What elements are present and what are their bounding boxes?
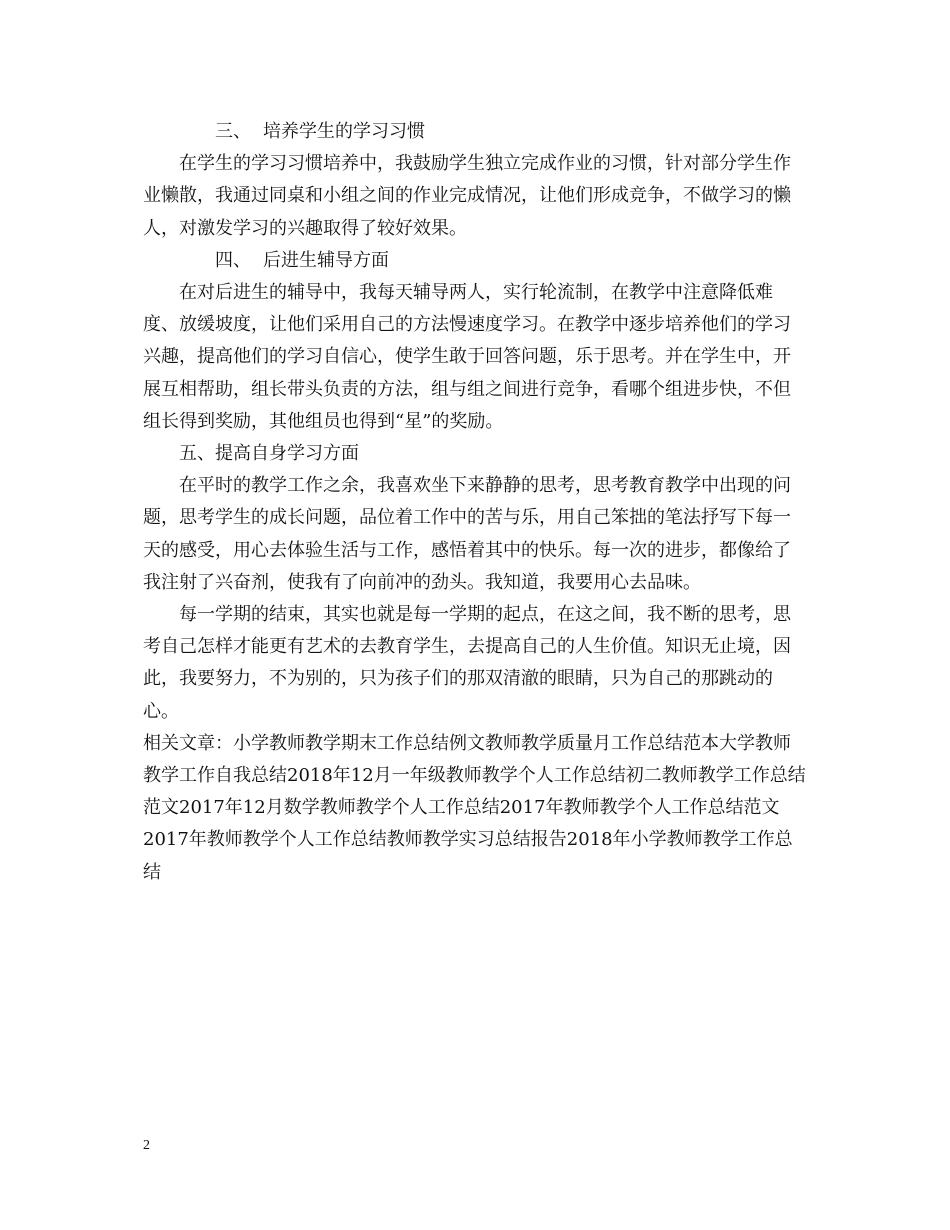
section-title: 培养学生的学习习惯 bbox=[263, 121, 425, 142]
section-number: 四、 bbox=[215, 249, 251, 271]
paragraph: 在学生的学习习惯培养中，我鼓励学生独立完成作业的习惯，针对部分学生作业懒散，我通过同桌和小组之间的作业完成情况，让他们形成竞争，不做学习的懒人，对激发学习的兴趣取得了较好效果。 bbox=[143, 153, 791, 239]
document-body bbox=[143, 116, 808, 889]
paragraph: 在对后进生的辅导中，我每天辅导两人，实行轮流制，在教学中注意降低难度、放缓坡度，让他们采用自己的方法慢速度学习。在教学中逐步培养他们的学习兴趣，提高他们的学习自信心，使学生敢于回答问题，乐于思考。并在学生中，开展互相帮助，组长带头负责的方法，组与组之间进行竞争，看哪个组进步快，不但组长得到奖励，其他组员也得到“星”的奖励。 bbox=[143, 282, 791, 432]
section-heading-4 bbox=[143, 245, 808, 277]
section-number: 三、 bbox=[215, 121, 251, 142]
paragraph: 每一学期的结束，其实也就是每一学期的起点，在这之间，我不断的思考，思考自己怎样才能更有艺术的去教育学生，去提高自己的人生价值。知识无止境，因此，我要努力，不为别的，只为孩子们的那双清澈的眼睛，只为自己的那跳动的心。 bbox=[143, 604, 791, 722]
paragraph: 在平时的教学工作之余，我喜欢坐下来静静的思考，思考教育教学中出现的问题，思考学生的成长问题，品位着工作中的苦与乐，用自己笨拙的笔法抒写下每一天的感受，用心去体验生活与工作，感悟着其中的快乐。每一次的进步，都像给了我注射了兴奋剂，使我有了向前冲的劲头。我知道，我要用心去品味。 bbox=[143, 475, 791, 593]
page-number: 2 bbox=[143, 1138, 150, 1153]
section-title: 后进生辅导方面 bbox=[263, 249, 389, 271]
section-heading-5: 五、提高自身学习方面 bbox=[179, 443, 359, 465]
related-articles: 相关文章：小学教师教学期末工作总结例文教师教学质量月工作总结范本大学教师教学工作自我总结2018年12月一年级教师教学个人工作总结初二教师教学工作总结范文2017年12月数学教师教学个人工作总结2017年教师教学个人工作总结范文2017年教师教学个人工作总结教师教学实习总结报告2018年小学教师教学工作总结 bbox=[143, 732, 806, 883]
section-heading-3 bbox=[143, 116, 808, 148]
